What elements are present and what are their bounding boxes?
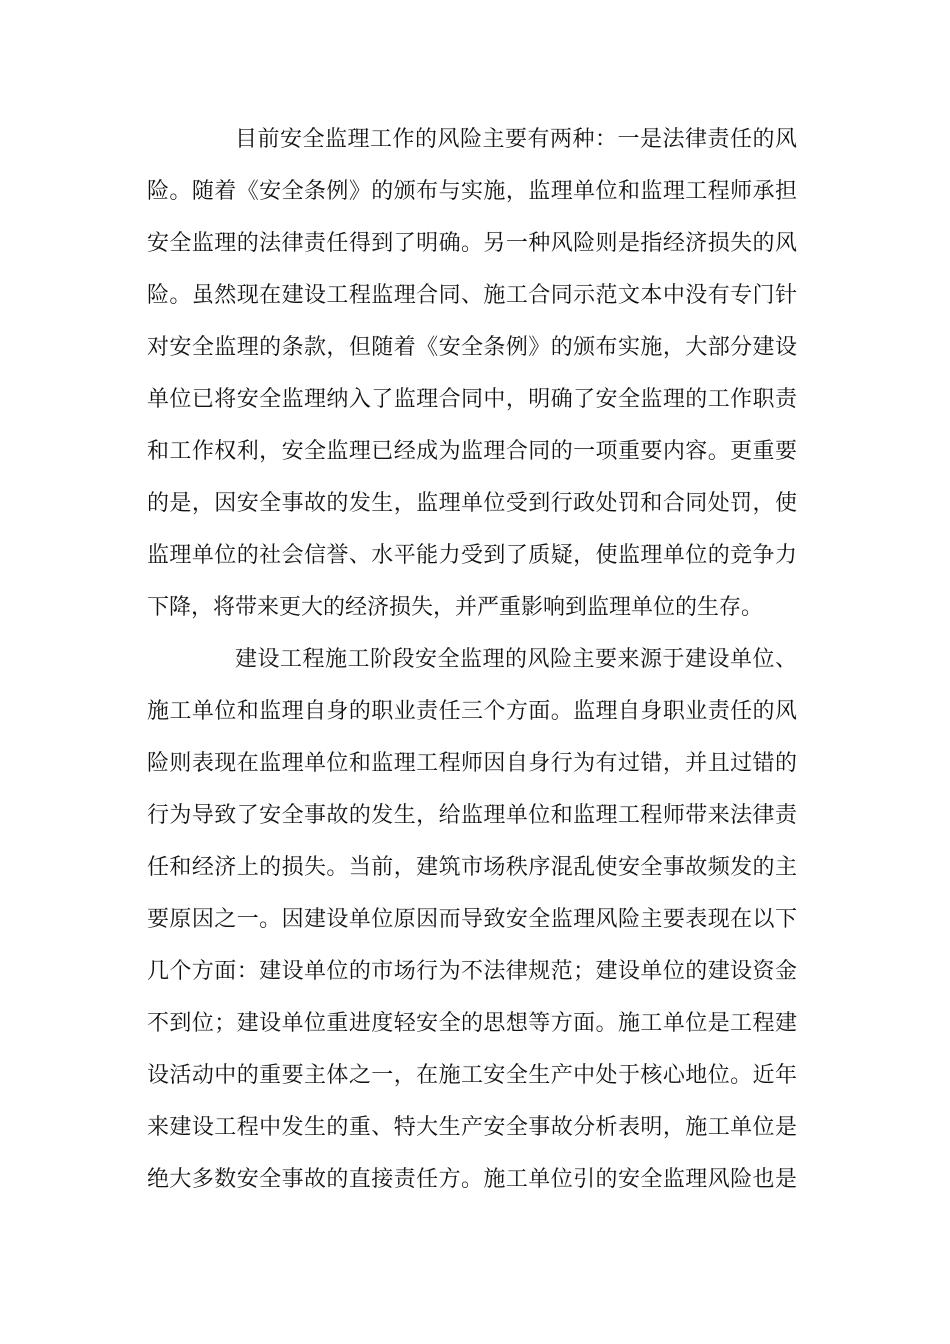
paragraph-1 <box>147 114 797 634</box>
text-line: 目前安全监理工作的风险主要有两种：一是法律责任的风 <box>235 127 797 152</box>
text-line: 下降，将带来更大的经济损失，并严重影响到监理单位的生存。 <box>147 595 764 620</box>
text-line: 险则表现在监理单位和监理工程师因自身行为有过错，并且过错的 <box>147 751 797 776</box>
text-line: 来建设工程中发生的重、特大生产安全事故分析表明，施工单位是 <box>147 1115 797 1140</box>
text-line: 的是，因安全事故的发生，监理单位受到行政处罚和合同处罚，使 <box>147 491 797 516</box>
document-page <box>147 114 797 1206</box>
text-line: 行为导致了安全事故的发生，给监理单位和监理工程师带来法律责 <box>147 803 797 828</box>
text-line: 设活动中的重要主体之一，在施工安全生产中处于核心地位。近年 <box>147 1063 797 1088</box>
text-line: 对安全监理的条款，但随着《安全条例》的颁布实施，大部分建设 <box>147 335 797 360</box>
text-line: 建设工程施工阶段安全监理的风险主要来源于建设单位、 <box>235 647 797 672</box>
text-line: 施工单位和监理自身的职业责任三个方面。监理自身职业责任的风 <box>147 699 797 724</box>
text-line: 任和经济上的损失。当前，建筑市场秩序混乱使安全事故频发的主 <box>147 855 797 880</box>
text-line: 安全监理的法律责任得到了明确。另一种风险则是指经济损失的风 <box>147 231 797 256</box>
paragraph-2 <box>147 634 797 1206</box>
text-line: 单位已将安全监理纳入了监理合同中，明确了安全监理的工作职责 <box>147 387 797 412</box>
text-line: 几个方面：建设单位的市场行为不法律规范；建设单位的建设资金 <box>147 959 797 984</box>
text-line: 监理单位的社会信誉、水平能力受到了质疑，使监理单位的竞争力 <box>147 543 797 568</box>
text-line: 和工作权利，安全监理已经成为监理合同的一项重要内容。更重要 <box>147 439 797 464</box>
text-line: 险。虽然现在建设工程监理合同、施工合同示范文本中没有专门针 <box>147 283 797 308</box>
text-line: 要原因之一。因建设单位原因而导致安全监理风险主要表现在以下 <box>147 907 797 932</box>
text-line: 绝大多数安全事故的直接责任方。施工单位引的安全监理风险也是 <box>147 1167 797 1192</box>
text-line: 不到位；建设单位重进度轻安全的思想等方面。施工单位是工程建 <box>147 1011 797 1036</box>
text-line: 险。随着《安全条例》的颁布与实施，监理单位和监理工程师承担 <box>147 179 797 204</box>
